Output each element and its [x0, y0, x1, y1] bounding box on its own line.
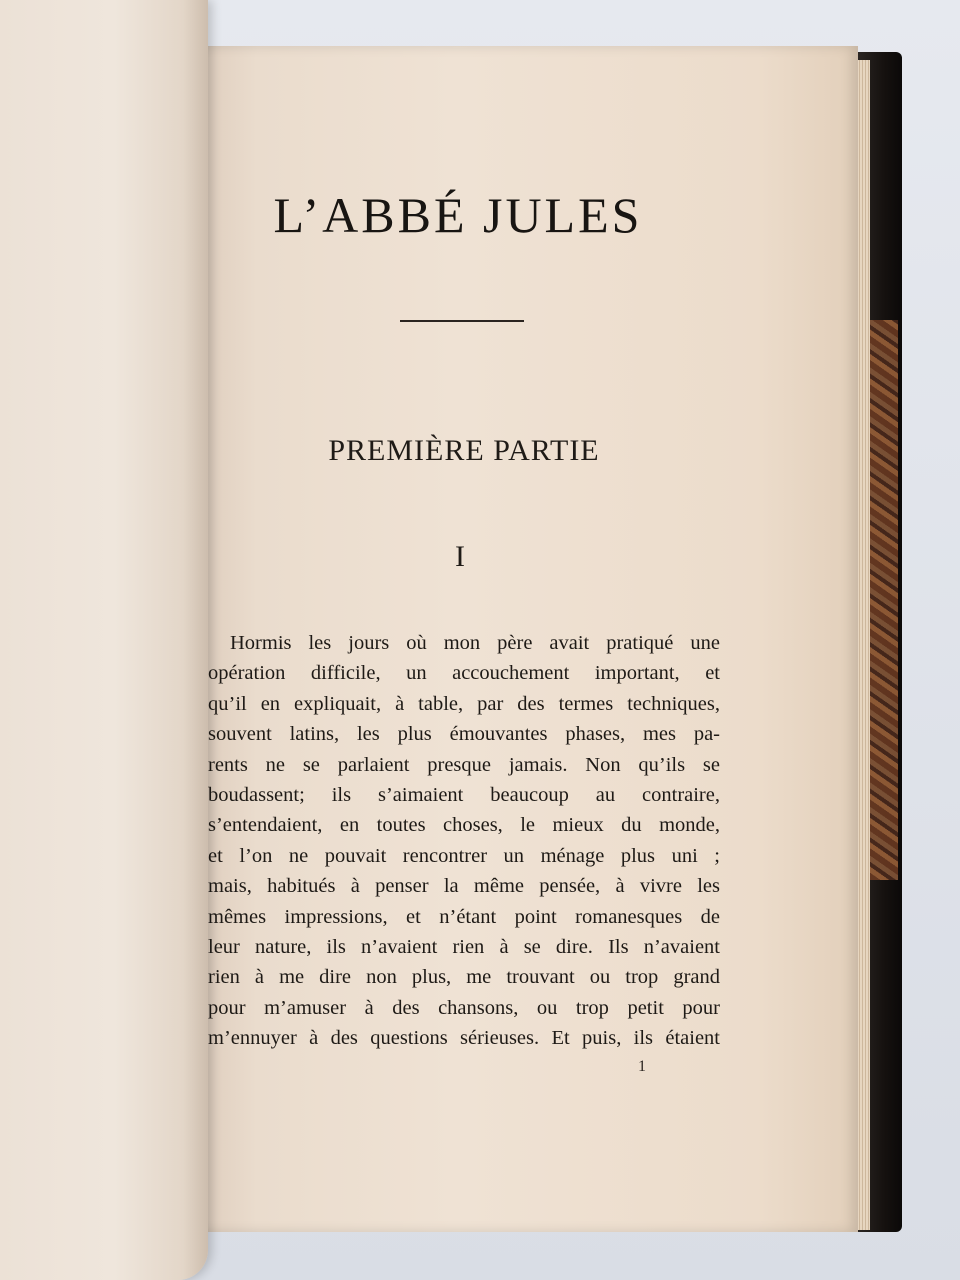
text-line: qu’il en expliquait, à table, par des termes techniques, — [208, 692, 720, 715]
text-line: et l’on ne pouvait rencontrer un ménage plus uni ; — [208, 844, 720, 867]
text-line: leur nature, ils n’avaient rien à se dire. Ils n’avaient — [208, 935, 720, 958]
text-line: mêmes impressions, et n’étant point romanesques de — [208, 905, 720, 928]
text-line: boudassent; ils s’aimaient beaucoup au contraire, — [208, 783, 720, 806]
text-line: rents ne se parlaient presque jamais. Non qu’ils se — [208, 753, 720, 776]
text-line: m’ennuyer à des questions sérieuses. Et puis, ils étaient — [208, 1027, 720, 1050]
text-line: mais, habitués à penser la même pensée, à vivre les — [208, 875, 720, 898]
part-heading: PREMIÈRE PARTIE — [328, 434, 600, 467]
marbled-edge — [870, 320, 898, 880]
title-divider — [400, 320, 524, 322]
left-page — [0, 0, 208, 1280]
text-line: souvent latins, les plus émouvantes phases, mes pa- — [208, 723, 720, 746]
page-number: 1 — [638, 1058, 646, 1075]
text-line: opération difficile, un accouchement important, et — [208, 662, 720, 685]
chapter-number: I — [455, 540, 465, 573]
page-content — [190, 46, 858, 1232]
book-title: L’ABBÉ JULES — [273, 187, 643, 243]
text-line: s’entendaient, en toutes choses, le mieux du monde, — [208, 814, 720, 837]
text-line: Hormis les jours où mon père avait pratiqué une — [230, 632, 720, 654]
body-text — [208, 628, 720, 1053]
text-line: pour m’amuser à des chansons, ou trop petit pour — [208, 996, 720, 1019]
text-line: rien à me dire non plus, me trouvant ou trop grand — [208, 966, 720, 989]
